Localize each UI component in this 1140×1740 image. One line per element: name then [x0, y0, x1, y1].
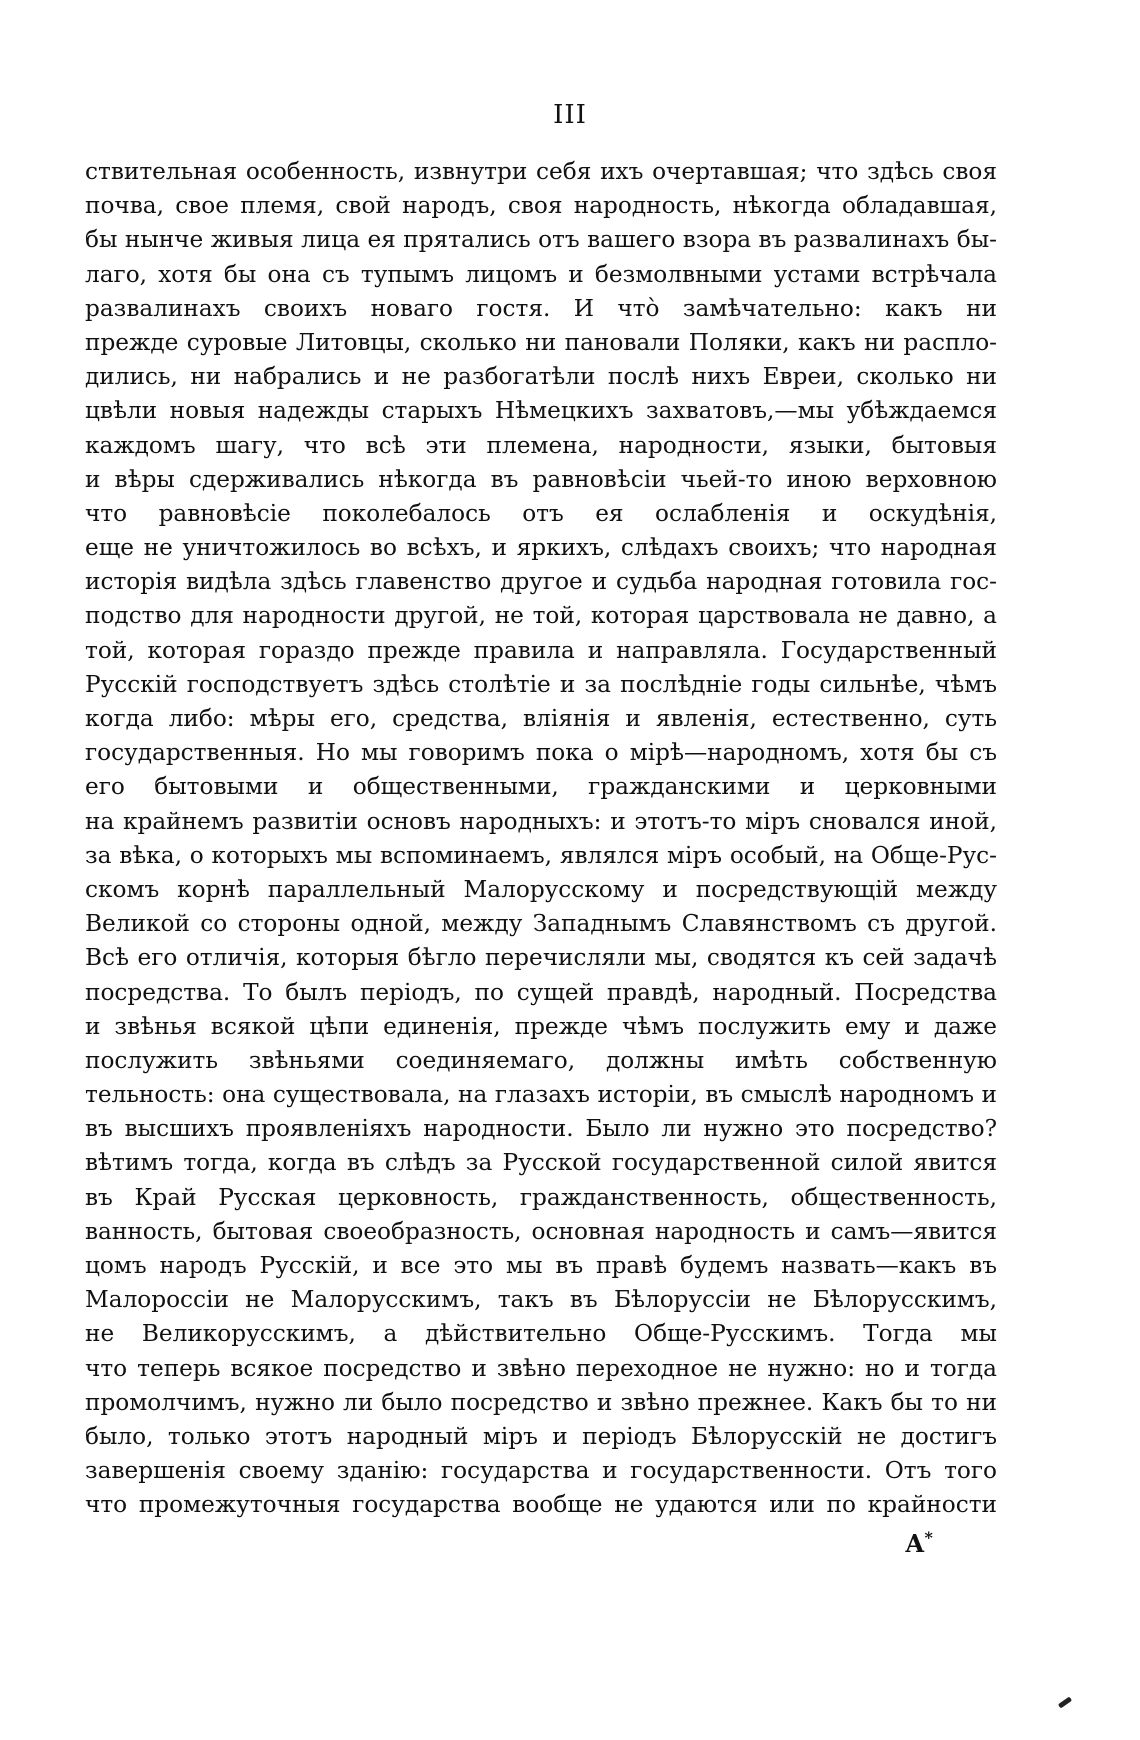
scan-mark	[1058, 1696, 1072, 1708]
text-line: прежде суровые Литовцы, сколько ни пановали Поляки, какъ ни распло-	[85, 328, 997, 356]
text-line: подство для народности другой, не той, которая царствовала не давно, а	[85, 602, 997, 630]
text-line: вѣтимъ тогда, когда въ слѣдъ за Русской государственной силой явится	[85, 1149, 997, 1177]
text-line: почва, свое племя, свой народъ, своя народность, нѣкогда обладавшая,	[85, 192, 997, 220]
text-line: лаго, хотя бы она съ тупымъ лицомъ и безмолвными устами встрѣчала	[85, 260, 997, 288]
text-line: въ Край Русская церковность, гражданственность, общественность,	[85, 1183, 997, 1211]
text-line: что равновѣсіе поколебалось отъ ея ослабленія и оскудѣнія,	[85, 499, 997, 527]
text-line: той, которая гораздо прежде правила и направляла. Государственный	[85, 636, 997, 664]
text-line: каждомъ шагу, что всѣ эти племена, народности, языки, бытовыя	[85, 431, 997, 459]
text-line: бы нынче живыя лица ея прятались отъ вашего взора въ развалинахъ бы-	[85, 226, 997, 254]
signature-letter: А	[905, 1529, 925, 1558]
text-line: государственныя. Но мы говоримъ пока о мірѣ—народномъ, хотя бы съ	[85, 739, 997, 767]
text-line: не Великорусскимъ, а дѣйствительно Обще-Русскимъ. Тогда мы	[85, 1320, 997, 1348]
text-line: дились, ни набрались и не разбогатѣли послѣ нихъ Евреи, сколько ни	[85, 363, 997, 391]
page-number: III	[553, 100, 587, 130]
text-line: посредства. То былъ періодъ, по сущей правдѣ, народный. Посредства	[85, 978, 997, 1006]
text-line: что теперь всякое посредство и звѣно переходное не нужно: но и тогда	[85, 1354, 997, 1382]
signature-mark	[905, 1528, 933, 1558]
text-line: его бытовыми и общественными, гражданскими и церковными	[85, 773, 997, 801]
text-line: Всѣ его отличія, которыя бѣгло перечисляли мы, сводятся къ сей задачѣ	[85, 944, 997, 972]
text-line: промолчимъ, нужно ли было посредство и звѣно прежнее. Какъ бы то ни	[85, 1388, 997, 1416]
text-line: развалинахъ своихъ новаго гостя. И что̀ замѣчательно: какъ ни	[85, 294, 997, 322]
body-text	[85, 155, 997, 1523]
text-line: скомъ корнѣ параллельный Малорусскому и посредствующій между	[85, 875, 997, 903]
signature-asterisk: *	[924, 1528, 933, 1547]
text-line: тельность: она существовала, на глазахъ исторіи, въ смыслѣ народномъ и	[85, 1081, 997, 1109]
text-line: цомъ народъ Русскій, и все это мы въ правѣ будемъ назвать—какъ въ	[85, 1252, 997, 1279]
text-line: ванность, бытовая своеобразность, основная народность и самъ—явится	[85, 1217, 997, 1245]
text-line: въ высшихъ проявленіяхъ народности. Было ли нужно это посредство?	[85, 1115, 997, 1143]
text-line: когда либо: мѣры его, средства, вліянія и явленія, естественно, суть	[85, 705, 997, 732]
text-line: на крайнемъ развитіи основъ народныхъ: и этотъ-то міръ сновался иной,	[85, 807, 997, 835]
text-line: было, только этотъ народный міръ и періодъ Бѣлорусскій не достигъ	[85, 1422, 997, 1450]
text-line: исторія видѣла здѣсь главенство другое и судьба народная готовила гос-	[85, 568, 997, 596]
text-line: и звѣнья всякой цѣпи единенія, прежде чѣмъ послужить ему и даже	[85, 1012, 997, 1040]
text-line: цвѣли новыя надежды старыхъ Нѣмецкихъ захватовъ,—мы убѣждаемся	[85, 397, 997, 425]
text-line: что промежуточныя государства вообще не удаются или по крайности	[85, 1491, 997, 1519]
text-line: Великой со стороны одной, между Западнымъ Славянствомъ съ другой.	[85, 910, 997, 938]
text-line: Русскій господствуетъ здѣсь столѣтіе и за послѣдніе годы сильнѣе, чѣмъ	[85, 670, 997, 698]
text-line: за вѣка, о которыхъ мы вспоминаемъ, являлся міръ особый, на Обще-Рус-	[85, 841, 997, 869]
text-line: еще не уничтожилось во всѣхъ, и яркихъ, слѣдахъ своихъ; что народная	[85, 534, 997, 562]
text-line: и вѣры сдерживались нѣкогда въ равновѣсіи чьей-то иною верховною	[85, 465, 997, 493]
text-line: завершенія своему зданію: государства и государственности. Отъ того	[85, 1457, 997, 1485]
text-line: Малороссіи не Малорусскимъ, такъ въ Бѣлоруссіи не Бѣлорусскимъ,	[85, 1286, 997, 1314]
text-line: послужить звѣньями соединяемаго, должны имѣть собственную	[85, 1046, 997, 1074]
text-line: ствительная особенность, извнутри себя ихъ очертавшая; что здѣсь своя	[85, 158, 997, 185]
